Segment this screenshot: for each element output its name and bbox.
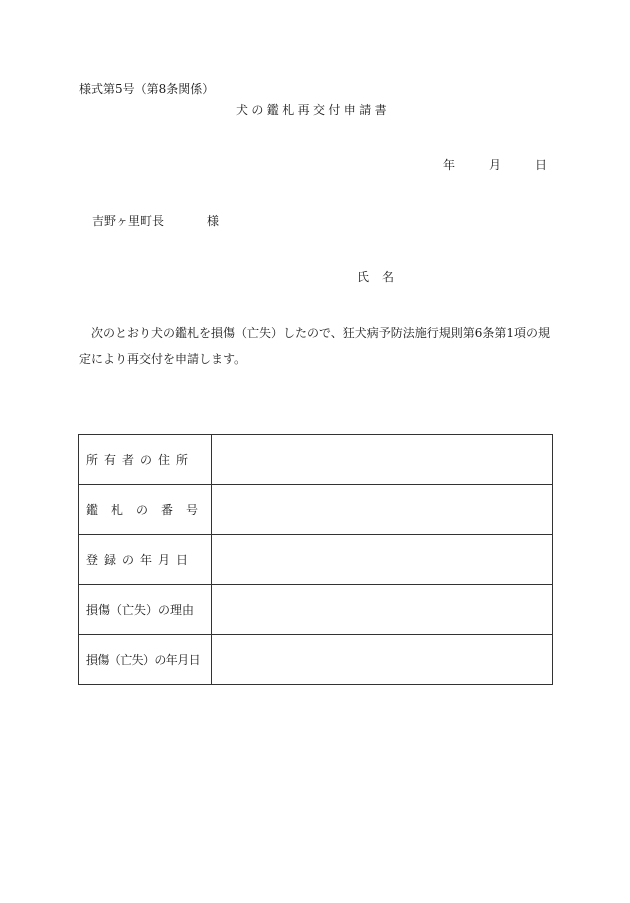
owner-address-label: 所有者の住所 [79,435,212,485]
day-label: 日 [535,158,548,172]
date-line [443,156,547,173]
month-label: 月 [489,158,502,172]
application-info-table [78,434,553,685]
applicant-name-label [357,268,394,285]
loss-reason-label: 損傷（亡失）の理由 [79,585,212,635]
registration-date-field[interactable] [212,535,553,585]
table-row [79,485,553,535]
loss-reason-field[interactable] [212,585,553,635]
loss-date-label: 損傷（亡失）の年月日 [79,635,212,685]
name-label-char-1: 氏 [357,270,370,284]
table-row [79,585,553,635]
table-row [79,535,553,585]
tag-number-label: 鑑札の番号 [79,485,212,535]
table-row [79,635,553,685]
addressee-honorific: 様 [207,214,220,228]
table-row [79,435,553,485]
tag-number-field[interactable] [212,485,553,535]
loss-date-field[interactable] [212,635,553,685]
form-number: 様式第5号（第8条関係） [79,82,215,96]
document-title: 犬の鑑札再交付申請書 [236,103,391,117]
addressee-name: 吉野ヶ里町長 [92,214,165,228]
year-label: 年 [443,158,456,172]
application-statement: 次のとおり犬の鑑札を損傷（亡失）したので、狂犬病予防法施行規則第6条第1項の規定により再交付を申請します。 [79,326,551,366]
registration-date-label: 登録の年月日 [79,535,212,585]
name-label-char-2: 名 [382,270,395,284]
owner-address-field[interactable] [212,435,553,485]
